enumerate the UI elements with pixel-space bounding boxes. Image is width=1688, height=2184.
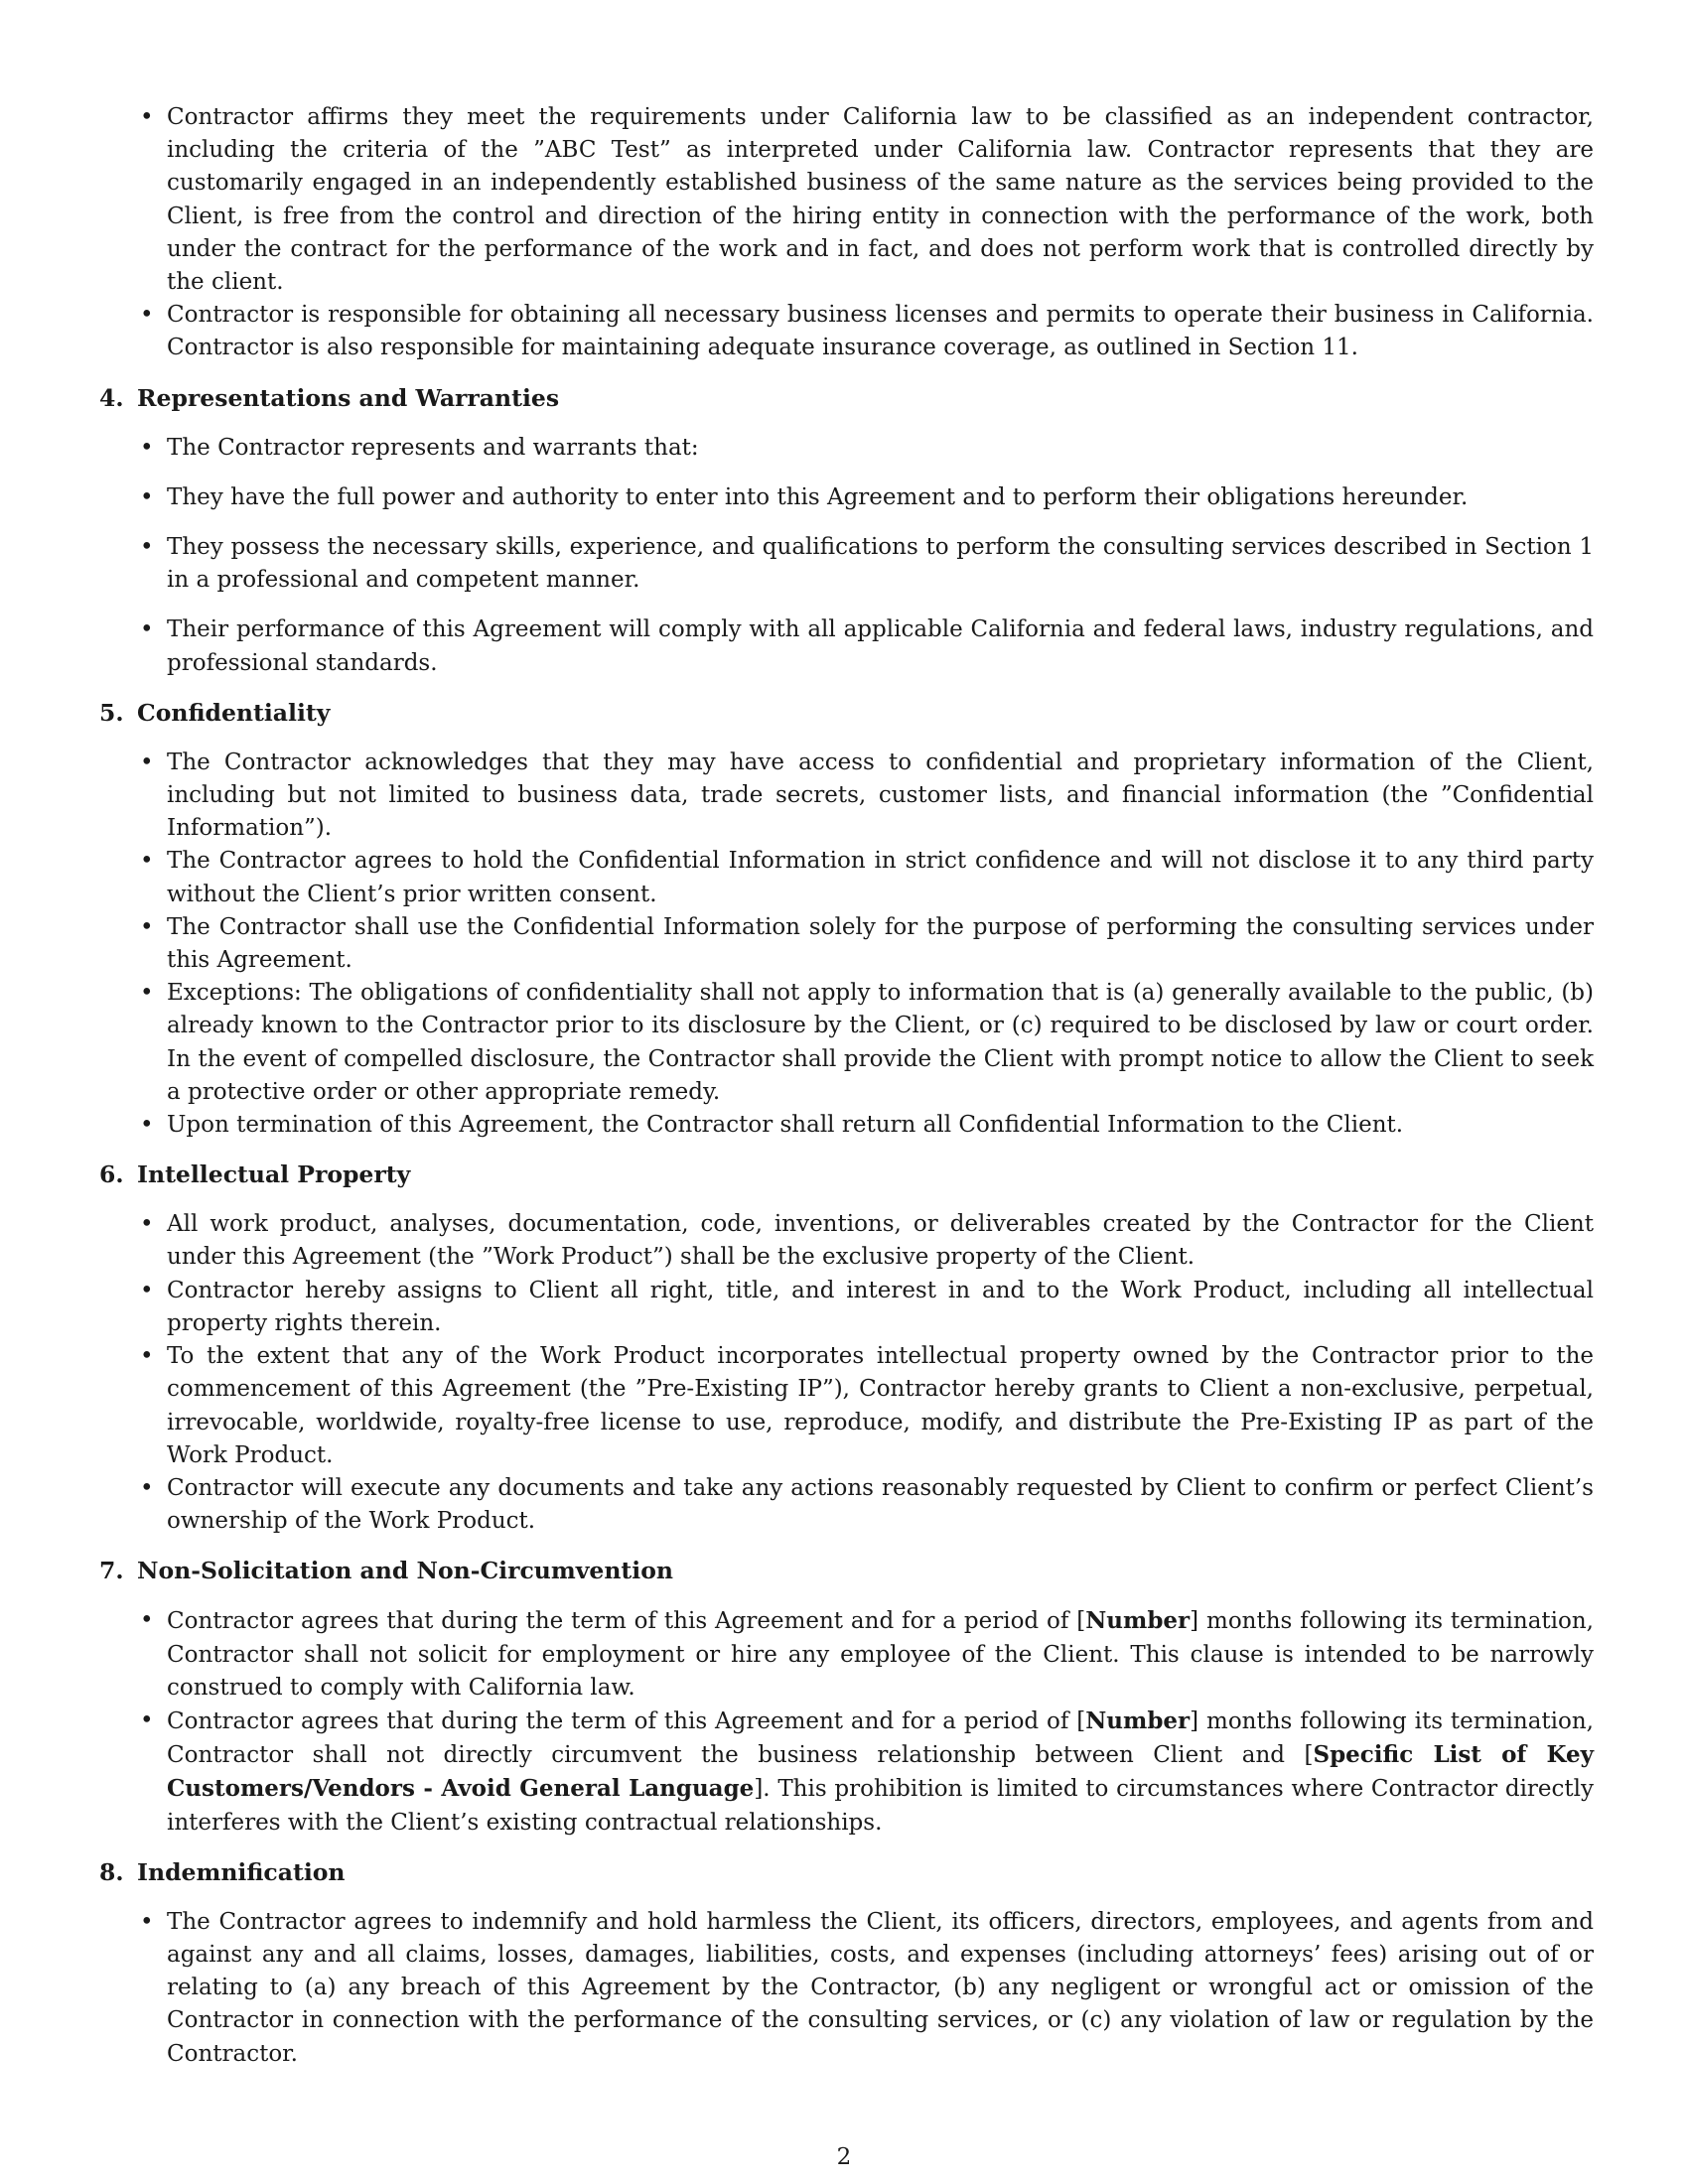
section-heading-non-solicitation: [99, 1555, 1594, 1587]
section-number: 6.: [99, 1160, 124, 1189]
non-solicitation-bullet-list: [99, 1604, 1594, 1839]
section-title: Non-Solicitation and Non-Circumvention: [137, 1557, 673, 1585]
list-item: • Their performance of this Agreement will comply with all applicable California and federal laws, industry regulations, and professional standards.: [167, 614, 1594, 679]
section-heading-intellectual-property: [99, 1159, 1594, 1191]
list-item: • The Contractor agrees to hold the Confidential Information in strict confidence and will not disclose it to any third party without the Client’s prior written consent.: [167, 845, 1594, 910]
list-item: • Contractor affirms they meet the requirements under California law to be classified as an independent contractor, including the criteria of the ”ABC Test” as interpreted under California law. Contractor represents that they are customarily engaged in an independently established business of the same nature as the services being provided to the Client, is free from the control and direction of the hiring entity in connection with the performance of the work, both under the contract for the performance of the work and in fact, and does not perform work that is controlled directly by the client.: [167, 101, 1594, 299]
list-item: • To the extent that any of the Work Product incorporates intellectual property owned by the Contractor prior to the commencement of this Agreement (the ”Pre-Existing IP”), Contractor hereby grants to Client a non-exclusive, perpetual, irrevocable, worldwide, royalty-free license to use, reproduce, modify, and distribute the Pre-Existing IP as part of the Work Product.: [167, 1340, 1594, 1472]
list-item: • The Contractor agrees to indemnify and hold harmless the Client, its officers, directors, employees, and agents from and against any and all claims, losses, damages, liabilities, costs, and expenses (including attorneys’ fees) arising out of or relating to (a) any breach of this Agreement by the Contractor, (b) any negligent or wrongful act or omission of the Contractor in connection with the performance of the consulting services, or (c) any violation of law or regulation by the Contractor.: [167, 1906, 1594, 2071]
placeholder-text: Specific List of Key Customers/Vendors - Avoid General Language: [167, 1741, 1594, 1803]
section-title: Confidentiality: [137, 698, 331, 727]
section-number: 7.: [99, 1557, 124, 1585]
intro-bullet-list: [99, 101, 1594, 365]
list-item: • All work product, analyses, documentation, code, inventions, or deliverables created by the Contractor for the Client under this Agreement (the ”Work Product”) shall be the exclusive property of the Client.: [167, 1208, 1594, 1274]
confidentiality-bullet-list: [99, 747, 1594, 1142]
document-page: [99, 101, 1594, 2071]
list-item: • The Contractor shall use the Confidential Information solely for the purpose of performing the consulting services under this Agreement.: [167, 911, 1594, 977]
section-title: Intellectual Property: [137, 1160, 411, 1189]
page-number: 2: [836, 2144, 852, 2170]
placeholder-text: Number: [1085, 1607, 1191, 1635]
list-item: • They have the full power and authority to enter into this Agreement and to perform their obligations hereunder.: [167, 481, 1594, 514]
list-item: [167, 1705, 1594, 1840]
list-item: • Contractor is responsible for obtaining all necessary business licenses and permits to operate their business in California. Contractor is also responsible for maintaining adequate insurance coverage, as outlined in Section 11.: [167, 299, 1594, 364]
clause-text: Contractor agrees that during the term of this Agreement and for a period of [: [167, 1707, 1086, 1734]
representations-bullet-list: [99, 432, 1594, 680]
section-number: 4.: [99, 383, 124, 412]
list-item: • Exceptions: The obligations of confidentiality shall not apply to information that is (a) generally available to the public, (b) already known to the Contractor prior to its disclosure by the Client, or (c) required to be disclosed by law or court order. In the event of compelled disclosure, the Contractor shall provide the Client with prompt notice to allow the Client to seek a protective order or other appropriate remedy.: [167, 977, 1594, 1109]
section-heading-confidentiality: [99, 697, 1594, 730]
section-heading-indemnification: [99, 1856, 1594, 1889]
clause-text: ] months following its termination, Contractor shall not solicit for employment or hire any employee of the Client. This clause is intended to be narrowly construed to comply with California law.: [167, 1608, 1594, 1701]
list-item: • Upon termination of this Agreement, the Contractor shall return all Confidential Information to the Client.: [167, 1109, 1594, 1142]
section-number: 8.: [99, 1857, 124, 1886]
list-item: • The Contractor acknowledges that they may have access to confidential and proprietary information of the Client, including but not limited to business data, trade secrets, customer lists, and financial information (the ”Confidential Information”).: [167, 747, 1594, 846]
indemnification-bullet-list: [99, 1906, 1594, 2071]
list-item: • Contractor hereby assigns to Client all right, title, and interest in and to the Work Product, including all intellectual property rights therein.: [167, 1275, 1594, 1340]
placeholder-text: Number: [1085, 1706, 1191, 1734]
clause-text: ] months following its termination, Contractor shall not directly circumvent the business relationship between Client and [: [167, 1707, 1594, 1769]
clause-text: Contractor agrees that during the term of this Agreement and for a period of [: [167, 1608, 1086, 1635]
clause-text: ]. This prohibition is limited to circumstances where Contractor directly interferes with the Client’s existing contractual relationships.: [167, 1776, 1595, 1836]
section-number: 5.: [99, 698, 124, 727]
list-item: • The Contractor represents and warrants that:: [167, 432, 1594, 465]
section-heading-representations: [99, 382, 1594, 415]
list-item: • They possess the necessary skills, experience, and qualifications to perform the consulting services described in Section 1 in a professional and competent manner.: [167, 531, 1594, 597]
list-item: • Contractor will execute any documents and take any actions reasonably requested by Client to confirm or perfect Client’s ownership of the Work Product.: [167, 1472, 1594, 1538]
section-title: Indemnification: [137, 1857, 346, 1886]
section-title: Representations and Warranties: [137, 383, 560, 412]
intellectual-property-bullet-list: [99, 1208, 1594, 1538]
list-item: [167, 1604, 1594, 1705]
